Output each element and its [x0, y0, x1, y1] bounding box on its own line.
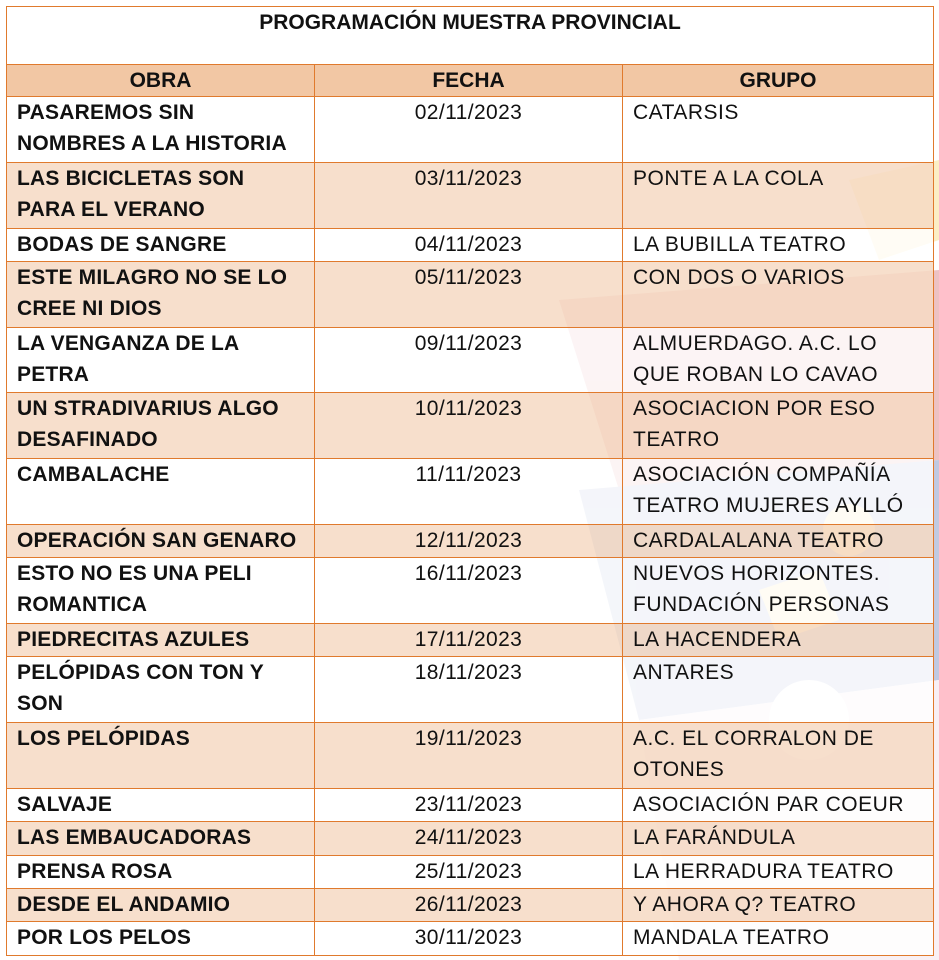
table-row — [7, 822, 934, 855]
fecha-cell: 12/11/2023 — [315, 524, 623, 557]
obra-cell: PASAREMOS SIN NOMBRES A LA HISTORIA — [7, 97, 315, 163]
obra-cell: PELÓPIDAS CON TON Y SON — [7, 657, 315, 723]
obra-cell: PRENSA ROSA — [7, 855, 315, 888]
table-row — [7, 97, 934, 163]
table-row — [7, 327, 934, 393]
grupo-cell: A.C. EL CORRALON DE OTONES — [623, 723, 934, 789]
fecha-cell: 24/11/2023 — [315, 822, 623, 855]
grupo-cell: NUEVOS HORIZONTES. FUNDACIÓN PERSONAS — [623, 558, 934, 624]
table-row — [7, 261, 934, 327]
grupo-cell: CATARSIS — [623, 97, 934, 163]
obra-cell: LAS EMBAUCADORAS — [7, 822, 315, 855]
programacion-table — [6, 6, 934, 956]
grupo-cell: LA FARÁNDULA — [623, 822, 934, 855]
table-row — [7, 889, 934, 922]
obra-cell: OPERACIÓN SAN GENARO — [7, 524, 315, 557]
fecha-cell: 18/11/2023 — [315, 657, 623, 723]
table-row — [7, 855, 934, 888]
table-row — [7, 558, 934, 624]
fecha-cell: 03/11/2023 — [315, 162, 623, 228]
obra-cell: LA VENGANZA DE LA PETRA — [7, 327, 315, 393]
obra-cell: ESTE MILAGRO NO SE LO CREE NI DIOS — [7, 261, 315, 327]
fecha-cell: 10/11/2023 — [315, 393, 623, 459]
column-header-grupo: GRUPO — [623, 65, 934, 97]
grupo-cell: PONTE A LA COLA — [623, 162, 934, 228]
table-row — [7, 723, 934, 789]
obra-cell: ESTO NO ES UNA PELI ROMANTICA — [7, 558, 315, 624]
grupo-cell: LA BUBILLA TEATRO — [623, 228, 934, 261]
table-row — [7, 657, 934, 723]
grupo-cell: LA HERRADURA TEATRO — [623, 855, 934, 888]
grupo-cell: Y AHORA Q? TEATRO — [623, 889, 934, 922]
obra-cell: LOS PELÓPIDAS — [7, 723, 315, 789]
table-row — [7, 524, 934, 557]
fecha-cell: 16/11/2023 — [315, 558, 623, 624]
table-title: PROGRAMACIÓN MUESTRA PROVINCIAL — [7, 7, 934, 65]
fecha-cell: 17/11/2023 — [315, 624, 623, 657]
grupo-cell: ASOCIACIÓN PAR COEUR — [623, 788, 934, 821]
obra-cell: PIEDRECITAS AZULES — [7, 624, 315, 657]
grupo-cell: ASOCIACION POR ESO TEATRO — [623, 393, 934, 459]
grupo-cell: LA HACENDERA — [623, 624, 934, 657]
table-row — [7, 624, 934, 657]
fecha-cell: 04/11/2023 — [315, 228, 623, 261]
table-row — [7, 459, 934, 525]
grupo-cell: MANDALA TEATRO — [623, 922, 934, 956]
table-row — [7, 922, 934, 956]
fecha-cell: 09/11/2023 — [315, 327, 623, 393]
fecha-cell: 23/11/2023 — [315, 788, 623, 821]
fecha-cell: 02/11/2023 — [315, 97, 623, 163]
table-row — [7, 788, 934, 821]
obra-cell: SALVAJE — [7, 788, 315, 821]
column-header-fecha: FECHA — [315, 65, 623, 97]
obra-cell: POR LOS PELOS — [7, 922, 315, 956]
grupo-cell: CARDALALANA TEATRO — [623, 524, 934, 557]
grupo-cell: ANTARES — [623, 657, 934, 723]
fecha-cell: 26/11/2023 — [315, 889, 623, 922]
grupo-cell: ASOCIACIÓN COMPAÑÍA TEATRO MUJERES AYLLÓ — [623, 459, 934, 525]
fecha-cell: 30/11/2023 — [315, 922, 623, 956]
table-row — [7, 228, 934, 261]
obra-cell: DESDE EL ANDAMIO — [7, 889, 315, 922]
obra-cell: BODAS DE SANGRE — [7, 228, 315, 261]
fecha-cell: 19/11/2023 — [315, 723, 623, 789]
grupo-cell: CON DOS O VARIOS — [623, 261, 934, 327]
obra-cell: CAMBALACHE — [7, 459, 315, 525]
grupo-cell: ALMUERDAGO. A.C. LO QUE ROBAN LO CAVAO — [623, 327, 934, 393]
obra-cell: LAS BICICLETAS SON PARA EL VERANO — [7, 162, 315, 228]
fecha-cell: 25/11/2023 — [315, 855, 623, 888]
table-row — [7, 162, 934, 228]
obra-cell: UN STRADIVARIUS ALGO DESAFINADO — [7, 393, 315, 459]
column-header-obra: OBRA — [7, 65, 315, 97]
table-row — [7, 393, 934, 459]
fecha-cell: 11/11/2023 — [315, 459, 623, 525]
fecha-cell: 05/11/2023 — [315, 261, 623, 327]
